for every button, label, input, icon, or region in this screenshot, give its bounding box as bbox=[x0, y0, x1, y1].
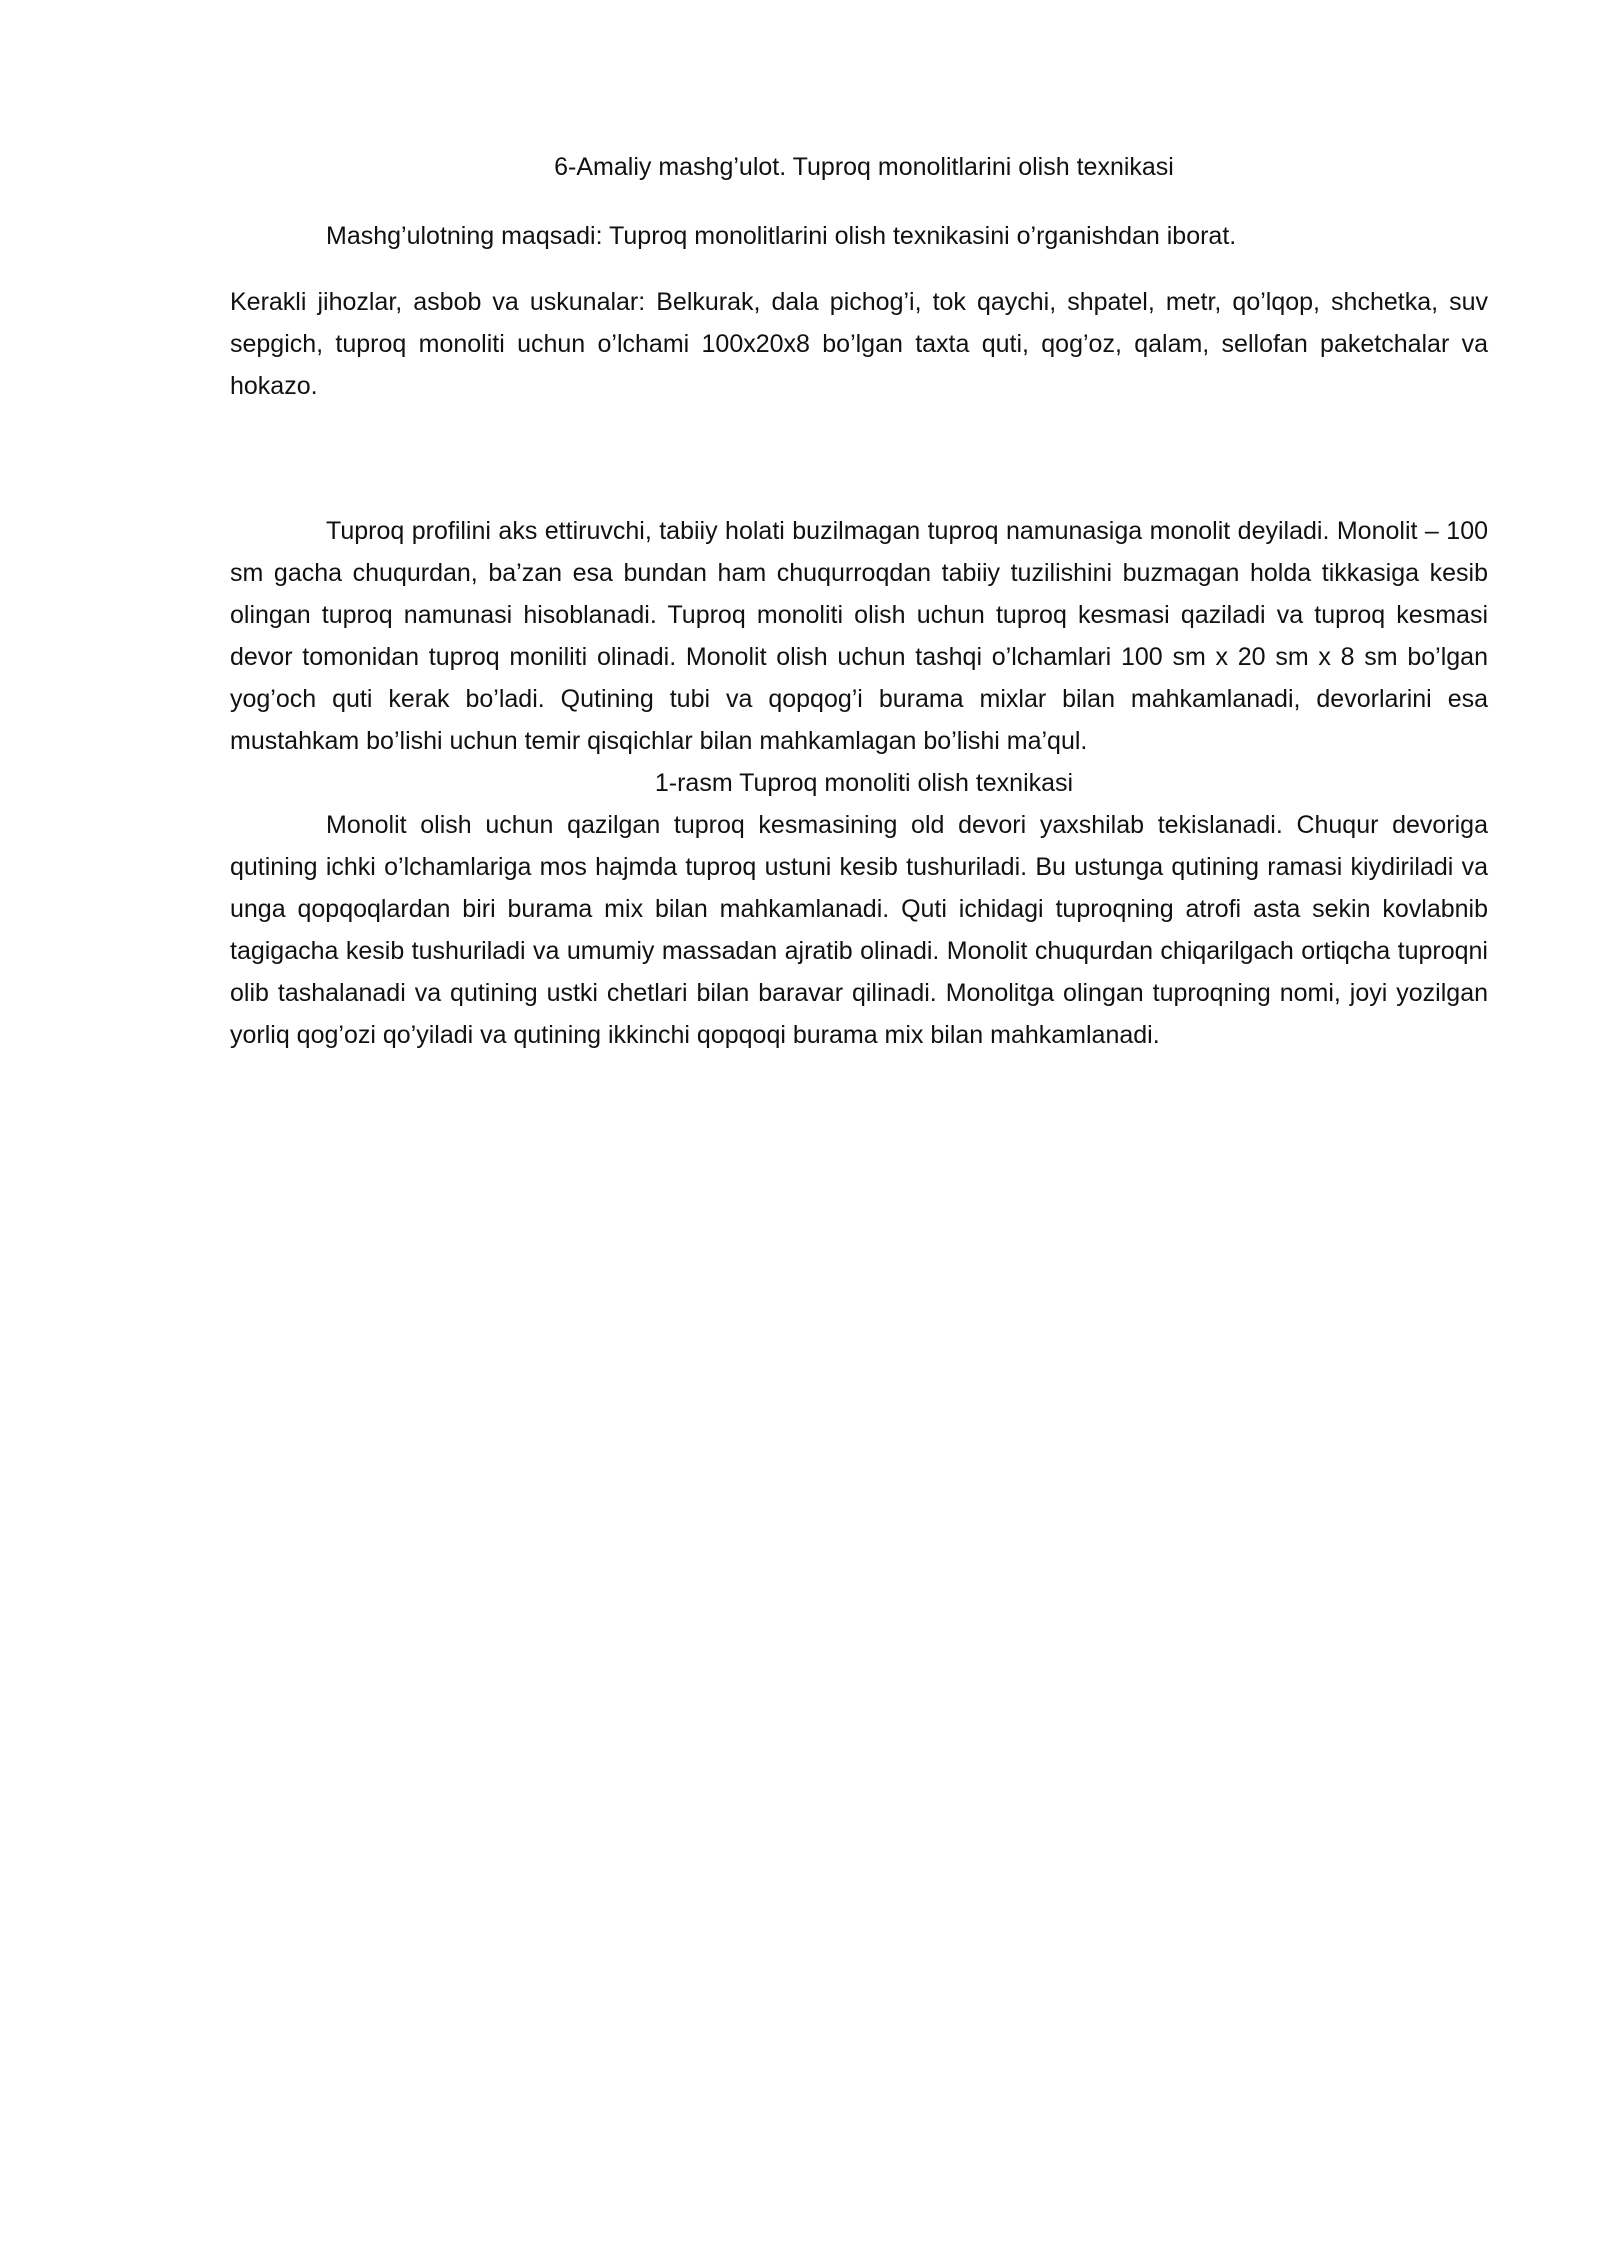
body-paragraph-2: Monolit olish uchun qazilgan tuproq kesmasining old devori yaxshilab tekislanadi. Chuqur devoriga qutining ichki o’lchamlariga mos hajmda tuproq ustuni kesib tushuriladi. Bu ustunga qutining ramasi kiydiriladi va unga qopqoqlardan biri burama mix bilan mahkamlanadi. Quti ichidagi tuproqning atrofi asta sekin kovlabnib tagigacha kesib tushuriladi va umumiy massadan ajratib olinadi. Monolit chuqurdan chiqarilgach ortiqcha tuproqni olib tashalanadi va qutining ustki chetlari bilan baravar qilinadi. Monolitga olingan tuproqning nomi, joyi yozilgan yorliq qog’ozi qo’yiladi va qutining ikkinchi qopqoqi burama mix bilan mahkamlanadi. bbox=[230, 811, 1488, 1049]
figure-caption: 1-rasm Tuproq monoliti olish texnikasi bbox=[654, 769, 1074, 797]
document-page bbox=[230, 146, 1488, 1056]
goal-paragraph: Mashg’ulotning maqsadi: Tuproq monolitlarini olish texnikasini o’rganishdan iborat. bbox=[326, 222, 1237, 250]
body-paragraph-1: Tuproq profilini aks ettiruvchi, tabiiy holati buzilmagan tuproq namunasiga monolit deyiladi. Monolit – 100 sm gacha chuqurdan, ba’zan esa bundan ham chuqurroqdan tabiiy tuzilishini buzmagan holda tikkasiga kesib olingan tuproq namunasi hisoblanadi. Tuproq monoliti olish uchun tuproq kesmasi qaziladi va tuproq kesmasi devor tomonidan tuproq moniliti olinadi. Monolit olish uchun tashqi o’lchamlari 100 sm x 20 sm x 8 sm bo’lgan yog’och quti kerak bo’ladi. Qutining tubi va qopqog’i burama mixlar bilan mahkamlanadi, devorlarini esa mustahkam bo’lishi uchun temir qisqichlar bilan mahkamlagan bo’lishi ma’qul. bbox=[230, 517, 1488, 755]
page-title: 6-Amaliy mashg’ulot. Tuproq monolitlarini olish texnikasi bbox=[554, 153, 1174, 181]
tools-paragraph: Kerakli jihozlar, asbob va uskunalar: Belkurak, dala pichog’i, tok qaychi, shpatel, metr, qo’lqop, shchetka, suv sepgich, tuproq monoliti uchun o’lchami 100x20x8 bo’lgan taxta quti, qog’oz, qalam, sellofan paketchalar va hokazo. bbox=[230, 288, 1488, 400]
